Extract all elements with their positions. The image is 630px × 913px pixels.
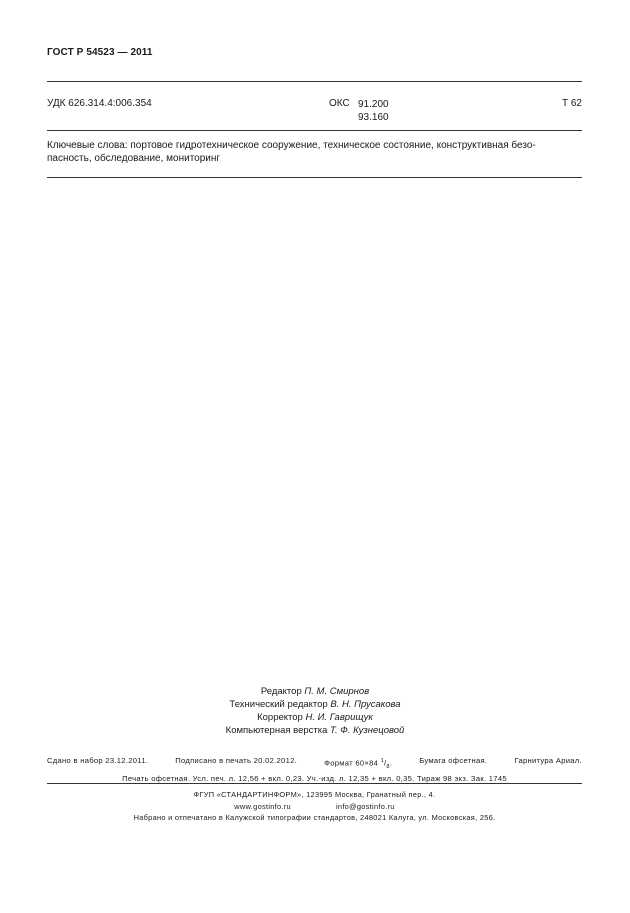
publisher-website: www.gostinfo.ru [234,801,291,811]
credit-tech-editor [0,698,630,711]
paper-type: Бумага офсетная. [419,756,488,765]
credit-person: Т. Ф. Кузнецовой [330,725,405,736]
publisher-divider [47,783,582,784]
credit-role: Корректор [257,712,303,723]
signed-date: Подписано в печать 20.02.2012. [175,756,298,765]
credit-editor [0,685,630,698]
oks-code: 91.200 [358,99,389,110]
publisher-contacts [47,801,582,813]
udk-code: УДК 626.314.4:006.354 [47,98,152,109]
print-info-line-1 [47,755,582,773]
keywords-divider [47,177,582,178]
credit-person: Н. И. Гаврищук [305,712,373,723]
publisher-info [47,789,582,824]
print-info [47,755,582,785]
printing-house: Набрано и отпечатано в Калужской типографии стандартов, 248021 Калуга, ул. Московская, 256. [133,813,496,822]
credit-person: В. Н. Прусакова [330,699,401,710]
typeface: Гарнитура Ариал. [514,756,582,765]
typeset-date: Сдано в набор 23.12.2011. [47,756,149,765]
credit-role: Компьютерная верстка [225,725,328,736]
standard-id-header: ГОСТ Р 54523 — 2011 [47,47,153,58]
credit-person: П. М. Смирнов [304,686,370,697]
paper-format: Формат 60×84 $^1/_8$. [324,758,393,771]
credit-role: Технический редактор [229,699,328,710]
editorial-credits [0,685,630,737]
t-code: Т 62 [561,98,582,109]
publisher-email: info@gostinfo.ru [335,801,395,811]
meta-divider [47,130,582,131]
keywords-paragraph [47,139,582,165]
credit-corrector [0,711,630,724]
credit-layout [0,724,630,737]
oks-code: 93.160 [358,112,389,123]
publisher-address: ФГУП «СТАНДАРТИНФОРМ», 123995 Москва, Гранатный пер., 4. [193,790,436,799]
print-info-line-2: Печать офсетная. Усл. печ. л. 12,56 + вкл. 0,23. Уч.-изд. л. 12,35 + вкл. 0,35. Тираж 98 экз. Зак. 1745 [122,774,507,784]
top-divider [47,81,582,82]
credit-role: Редактор [260,686,302,697]
oks-label: ОКС [329,98,350,109]
keywords-text: Ключевые слова: портовое гидротехническое сооружение, техническое состояние, конструктивная безо- пасность, обследование, мониторинг [47,140,536,164]
oks-codes [358,98,389,124]
